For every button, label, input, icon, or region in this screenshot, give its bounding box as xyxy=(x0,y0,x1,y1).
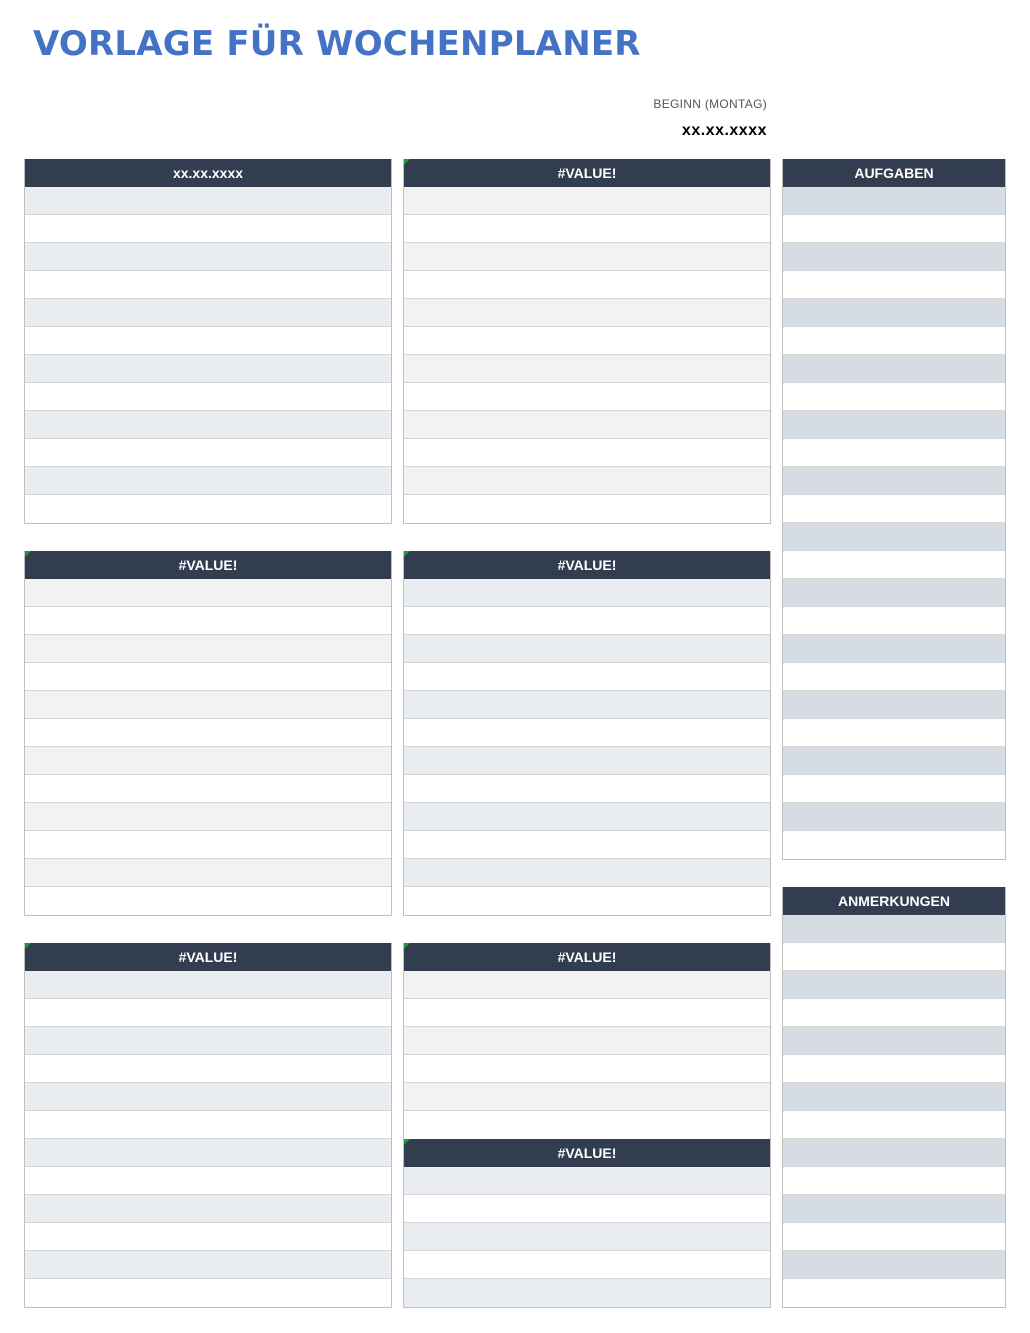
entry-row[interactable] xyxy=(783,411,1005,439)
entry-row[interactable] xyxy=(783,1167,1005,1195)
entry-row[interactable] xyxy=(404,1195,770,1223)
entry-row[interactable] xyxy=(783,831,1005,859)
entry-row[interactable] xyxy=(404,1167,770,1195)
entry-row[interactable] xyxy=(404,383,770,411)
cell-comment-marker xyxy=(25,943,31,949)
day-header-3-label: #VALUE! xyxy=(178,557,238,573)
day-block-7 xyxy=(403,1139,771,1308)
day-header-5[interactable] xyxy=(25,943,391,971)
page-title: VORLAGE FÜR WOCHENPLANER xyxy=(33,24,641,64)
entry-row[interactable] xyxy=(25,299,391,327)
entry-row[interactable] xyxy=(25,747,391,775)
entry-row[interactable] xyxy=(404,1223,770,1251)
entry-row[interactable] xyxy=(783,775,1005,803)
entry-row[interactable] xyxy=(404,579,770,607)
entry-row[interactable] xyxy=(404,1251,770,1279)
entry-row[interactable] xyxy=(783,803,1005,831)
entry-row[interactable] xyxy=(783,243,1005,271)
day-header-6[interactable] xyxy=(404,943,770,971)
tasks-rows xyxy=(783,187,1005,859)
entry-row[interactable] xyxy=(404,831,770,859)
day-header-2[interactable] xyxy=(404,159,770,187)
entry-row[interactable] xyxy=(404,495,770,523)
day-header-3[interactable] xyxy=(25,551,391,579)
cell-comment-marker xyxy=(404,1139,410,1145)
day-block-1 xyxy=(24,159,392,524)
entry-row[interactable] xyxy=(25,1027,391,1055)
day-block-4 xyxy=(403,551,771,916)
start-date-label: BEGINN (MONTAG) xyxy=(653,97,767,111)
entry-row[interactable] xyxy=(404,1027,770,1055)
cell-comment-marker xyxy=(25,551,31,557)
tasks-block xyxy=(782,159,1006,860)
entry-row[interactable] xyxy=(25,271,391,299)
entry-row[interactable] xyxy=(25,411,391,439)
entry-row[interactable] xyxy=(404,887,770,915)
entry-row[interactable] xyxy=(404,607,770,635)
entry-row[interactable] xyxy=(25,887,391,915)
entry-row[interactable] xyxy=(25,775,391,803)
entry-row[interactable] xyxy=(25,495,391,523)
entry-row[interactable] xyxy=(783,1111,1005,1139)
entry-row[interactable] xyxy=(404,271,770,299)
entry-row[interactable] xyxy=(404,859,770,887)
day-block-6 xyxy=(403,943,771,1140)
entry-row[interactable] xyxy=(783,635,1005,663)
entry-row[interactable] xyxy=(783,215,1005,243)
entry-row[interactable] xyxy=(783,327,1005,355)
day-header-4[interactable] xyxy=(404,551,770,579)
entry-row[interactable] xyxy=(25,1139,391,1167)
entry-row[interactable] xyxy=(783,467,1005,495)
entry-row[interactable] xyxy=(25,859,391,887)
entry-row[interactable] xyxy=(404,999,770,1027)
entry-row[interactable] xyxy=(25,579,391,607)
entry-row[interactable] xyxy=(25,1279,391,1307)
entry-row[interactable] xyxy=(25,1083,391,1111)
day-block-5 xyxy=(24,943,392,1308)
entry-row[interactable] xyxy=(25,635,391,663)
entry-row[interactable] xyxy=(783,663,1005,691)
entry-row[interactable] xyxy=(25,663,391,691)
notes-rows xyxy=(783,915,1005,1307)
entry-row[interactable] xyxy=(404,215,770,243)
day-header-1[interactable] xyxy=(25,159,391,187)
entry-row[interactable] xyxy=(404,1083,770,1111)
entry-row[interactable] xyxy=(783,299,1005,327)
entry-row[interactable] xyxy=(404,439,770,467)
entry-row[interactable] xyxy=(404,1279,770,1307)
entry-row[interactable] xyxy=(783,747,1005,775)
start-date-value[interactable]: xx.xx.xxxx xyxy=(681,122,767,139)
notes-header-label: ANMERKUNGEN xyxy=(838,893,950,909)
entry-row[interactable] xyxy=(404,803,770,831)
entry-row[interactable] xyxy=(404,327,770,355)
entry-row[interactable] xyxy=(783,943,1005,971)
entry-row[interactable] xyxy=(404,187,770,215)
entry-row[interactable] xyxy=(404,243,770,271)
entry-row[interactable] xyxy=(783,495,1005,523)
tasks-header-label: AUFGABEN xyxy=(854,165,934,181)
entry-row[interactable] xyxy=(783,1279,1005,1307)
notes-header[interactable] xyxy=(783,887,1005,915)
entry-row[interactable] xyxy=(783,355,1005,383)
entry-row[interactable] xyxy=(783,1223,1005,1251)
day-header-4-label: #VALUE! xyxy=(557,557,617,573)
entry-row[interactable] xyxy=(25,327,391,355)
entry-row[interactable] xyxy=(404,355,770,383)
day-header-5-label: #VALUE! xyxy=(178,949,238,965)
entry-row[interactable] xyxy=(25,607,391,635)
entry-row[interactable] xyxy=(25,1055,391,1083)
entry-row[interactable] xyxy=(783,691,1005,719)
entry-row[interactable] xyxy=(404,663,770,691)
entry-row[interactable] xyxy=(783,439,1005,467)
cell-comment-marker xyxy=(404,943,410,949)
day-block-3 xyxy=(24,551,392,916)
day-header-7[interactable] xyxy=(404,1139,770,1167)
entry-row[interactable] xyxy=(25,243,391,271)
entry-row[interactable] xyxy=(404,411,770,439)
tasks-header[interactable] xyxy=(783,159,1005,187)
entry-row[interactable] xyxy=(783,383,1005,411)
entry-row[interactable] xyxy=(783,1083,1005,1111)
cell-comment-marker xyxy=(404,551,410,557)
entry-row[interactable] xyxy=(783,607,1005,635)
entry-row[interactable] xyxy=(783,1195,1005,1223)
entry-row[interactable] xyxy=(404,467,770,495)
entry-row[interactable] xyxy=(783,1139,1005,1167)
day-header-2-label: #VALUE! xyxy=(557,165,617,181)
day-rows-3 xyxy=(25,579,391,915)
entry-row[interactable] xyxy=(25,1251,391,1279)
notes-block xyxy=(782,887,1006,1308)
entry-row[interactable] xyxy=(783,1055,1005,1083)
entry-row[interactable] xyxy=(25,1195,391,1223)
cell-comment-marker xyxy=(404,159,410,165)
entry-row[interactable] xyxy=(25,439,391,467)
entry-row[interactable] xyxy=(783,999,1005,1027)
entry-row[interactable] xyxy=(25,999,391,1027)
entry-row[interactable] xyxy=(783,1027,1005,1055)
entry-row[interactable] xyxy=(25,719,391,747)
entry-row[interactable] xyxy=(404,719,770,747)
entry-row[interactable] xyxy=(25,467,391,495)
day-rows-5 xyxy=(25,971,391,1307)
entry-row[interactable] xyxy=(783,551,1005,579)
entry-row[interactable] xyxy=(25,383,391,411)
entry-row[interactable] xyxy=(783,971,1005,999)
entry-row[interactable] xyxy=(25,1111,391,1139)
day-rows-6 xyxy=(404,971,770,1139)
entry-row[interactable] xyxy=(404,1055,770,1083)
entry-row[interactable] xyxy=(25,1167,391,1195)
entry-row[interactable] xyxy=(404,971,770,999)
day-rows-1 xyxy=(25,187,391,523)
day-block-2 xyxy=(403,159,771,524)
day-header-7-label: #VALUE! xyxy=(557,1145,617,1161)
entry-row[interactable] xyxy=(25,187,391,215)
day-rows-4 xyxy=(404,579,770,915)
entry-row[interactable] xyxy=(25,831,391,859)
entry-row[interactable] xyxy=(783,579,1005,607)
entry-row[interactable] xyxy=(783,187,1005,215)
entry-row[interactable] xyxy=(783,1251,1005,1279)
entry-row[interactable] xyxy=(25,215,391,243)
entry-row[interactable] xyxy=(783,271,1005,299)
entry-row[interactable] xyxy=(404,691,770,719)
entry-row[interactable] xyxy=(783,719,1005,747)
entry-row[interactable] xyxy=(404,775,770,803)
entry-row[interactable] xyxy=(783,915,1005,943)
entry-row[interactable] xyxy=(25,1223,391,1251)
entry-row[interactable] xyxy=(25,691,391,719)
entry-row[interactable] xyxy=(404,635,770,663)
entry-row[interactable] xyxy=(25,355,391,383)
entry-row[interactable] xyxy=(783,523,1005,551)
day-header-6-label: #VALUE! xyxy=(557,949,617,965)
entry-row[interactable] xyxy=(25,803,391,831)
entry-row[interactable] xyxy=(404,747,770,775)
entry-row[interactable] xyxy=(404,1111,770,1139)
day-header-1-label: xx.xx.xxxx xyxy=(172,165,244,181)
day-rows-7 xyxy=(404,1167,770,1307)
entry-row[interactable] xyxy=(404,299,770,327)
entry-row[interactable] xyxy=(25,971,391,999)
day-rows-2 xyxy=(404,187,770,523)
